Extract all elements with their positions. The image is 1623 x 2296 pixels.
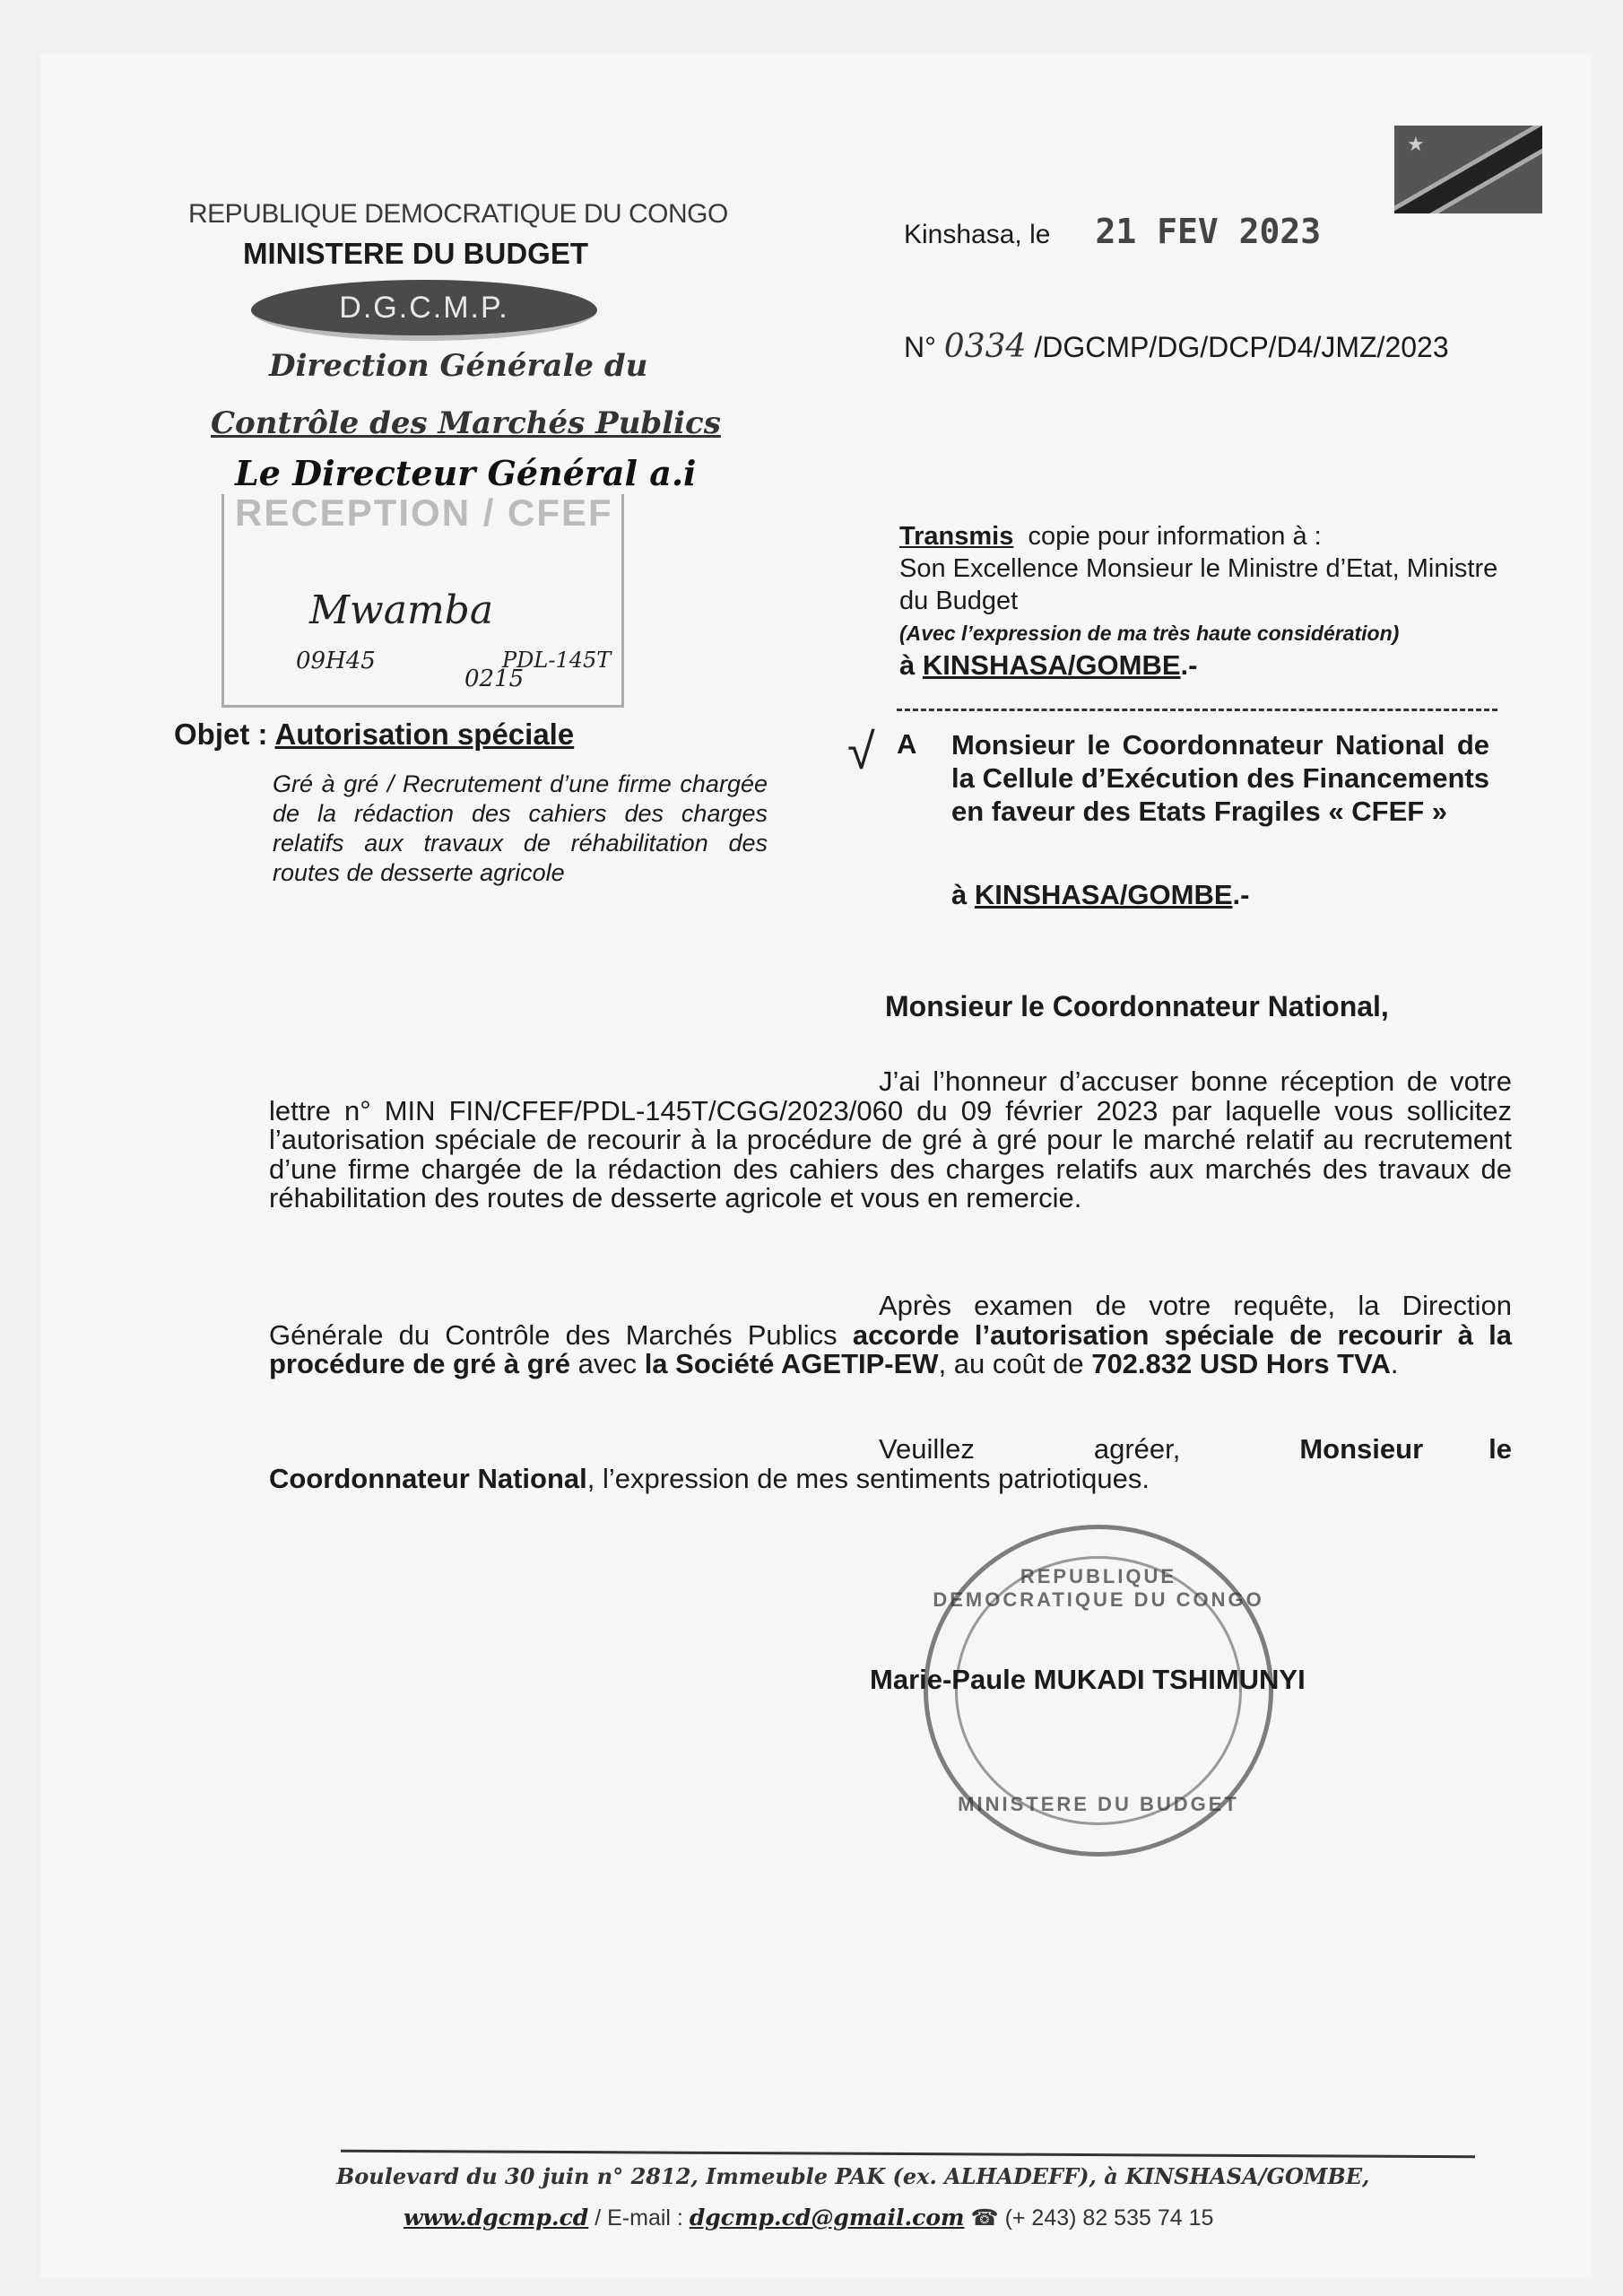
stamp-handwritten-ref: PDL-145T — [502, 648, 612, 673]
date-line — [904, 212, 1321, 251]
addressee-place-suffix: .- — [1232, 879, 1250, 910]
dashed-divider — [897, 709, 1497, 711]
direction-line-2: Contrôle des Marchés Publics — [211, 405, 721, 441]
footer-phone: (+ 243) 82 535 74 15 — [1004, 2205, 1214, 2231]
subject-label: Objet : — [174, 718, 268, 751]
addressee-text: Monsieur le Coordonnateur National de la Cellule d’Exécution des Financements en faveur des Etats Fragiles « CFEF » — [951, 729, 1489, 827]
seal-top-text: REPUBLIQUE DEMOCRATIQUE DU CONGO — [933, 1565, 1264, 1611]
checkmark-icon: √ — [847, 723, 875, 779]
p2-bold-amount: 702.832 USD Hors TVA — [1091, 1348, 1391, 1379]
footer-email-link[interactable]: dgcmp.cd@gmail.com — [689, 2205, 965, 2231]
copy-label: Transmis — [899, 522, 1014, 551]
p2-bold-company: la Société AGETIP-EW — [644, 1348, 939, 1379]
copy-place-prefix: à — [899, 649, 916, 681]
body-paragraph-3 — [269, 1435, 1512, 1493]
country-header: REPUBLIQUE DEMOCRATIQUE DU CONGO — [188, 199, 728, 229]
reception-stamp-title: RECEPTION / CFEF — [235, 491, 613, 534]
stamp-handwritten-number: 0215 — [464, 665, 525, 692]
ministry-header: MINISTERE DU BUDGET — [243, 237, 589, 270]
body-paragraph-1-text: J’ai l’honneur d’accuser bonne réception de votre lettre n° MIN FIN/CFEF/PDL-145T/CGG/2023/060 du 09 février 2023 par laquelle vous sollicitez l’autorisation spéciale de recourir à la procédure de gré à gré pour le marché relatif au recrutement d’une firme chargée de la rédaction des cahiers des charges relatifs aux marchés des travaux de réhabilitation des routes de desserte agricole et vous en remercie. — [269, 1065, 1512, 1213]
p2-text-a: Après examen de votre requête, la Direction Générale du Contrôle des Marchés Publics — [269, 1290, 1512, 1351]
p2-text-e: , au coût de — [938, 1348, 1084, 1379]
addressee-place-name: KINSHASA/GOMBE — [974, 879, 1233, 910]
subject-detail: Gré à gré / Recrutement d’une firme chargée de la rédaction des cahiers des charges relatifs aux travaux de réhabilitation des routes de desserte agricole — [273, 770, 768, 886]
dgcmp-logo: D.G.C.M.P. — [251, 280, 597, 341]
footer-address: Boulevard du 30 juin n° 2812, Immeuble PAK (ex. ALHADEFF), à KINSHASA/GOMBE, — [336, 2163, 1370, 2189]
direction-line-1: Direction Générale du — [269, 348, 648, 384]
copy-intro: copie pour information à : — [1028, 522, 1322, 551]
seal-bottom-text: MINISTERE DU BUDGET — [958, 1793, 1239, 1815]
footer-email-label: / E-mail : — [595, 2205, 683, 2231]
p3-text-c: , l’expression de mes sentiments patriotiques. — [586, 1462, 1150, 1494]
reference-handwritten-number: 0334 — [943, 328, 1027, 365]
stamp-handwritten-name: Mwamba — [309, 587, 494, 633]
reference-number — [904, 328, 1449, 365]
footer-website-link[interactable]: www.dgcmp.cd — [404, 2205, 589, 2231]
reference-prefix: N° — [904, 331, 936, 363]
p3-bold-addressee: Monsieur le Coordonnateur National — [269, 1433, 1512, 1494]
stamp-handwritten-time: 09H45 — [296, 648, 376, 674]
subject-line — [174, 718, 574, 752]
copy-recipient: Son Excellence Monsieur le Ministre d’Etat, Ministre du Budget — [899, 554, 1498, 615]
p3-text-a: Veuillez agréer, — [879, 1433, 1181, 1465]
addressee-label: A — [897, 728, 917, 760]
copy-block — [899, 520, 1527, 682]
footer-contacts — [404, 2205, 1213, 2231]
p2-bold-authorization: accorde l’autorisation spéciale de recourir à la procédure de gré à gré — [269, 1318, 1512, 1379]
copy-place-suffix: .- — [1180, 649, 1198, 681]
copy-note: (Avec l’expression de ma très haute considération) — [899, 622, 1400, 645]
phone-icon: ☎ — [970, 2205, 999, 2231]
flag-icon: ★ — [1394, 126, 1542, 213]
salutation: Monsieur le Coordonnateur National, — [885, 990, 1389, 1022]
signatory-title: Le Directeur Général a.i — [235, 453, 697, 493]
body-paragraph-1 — [269, 1067, 1512, 1213]
addressee-place-prefix: à — [951, 879, 968, 910]
date-label: Kinshasa, le — [904, 220, 1051, 249]
date-stamp: 21 FEV 2023 — [1095, 212, 1322, 251]
copy-place-name: KINSHASA/GOMBE — [922, 649, 1181, 681]
subject-title: Autorisation spéciale — [274, 718, 575, 751]
addressee-place — [951, 879, 1249, 911]
p2-text-c: avec — [577, 1348, 638, 1379]
copy-place — [899, 649, 1527, 682]
body-paragraph-2 — [269, 1292, 1512, 1379]
p2-text-g: . — [1390, 1348, 1399, 1379]
signatory-name: Marie-Paule MUKADI TSHIMUNYI — [870, 1664, 1306, 1695]
reference-suffix: /DGCMP/DG/DCP/D4/JMZ/2023 — [1034, 331, 1449, 363]
